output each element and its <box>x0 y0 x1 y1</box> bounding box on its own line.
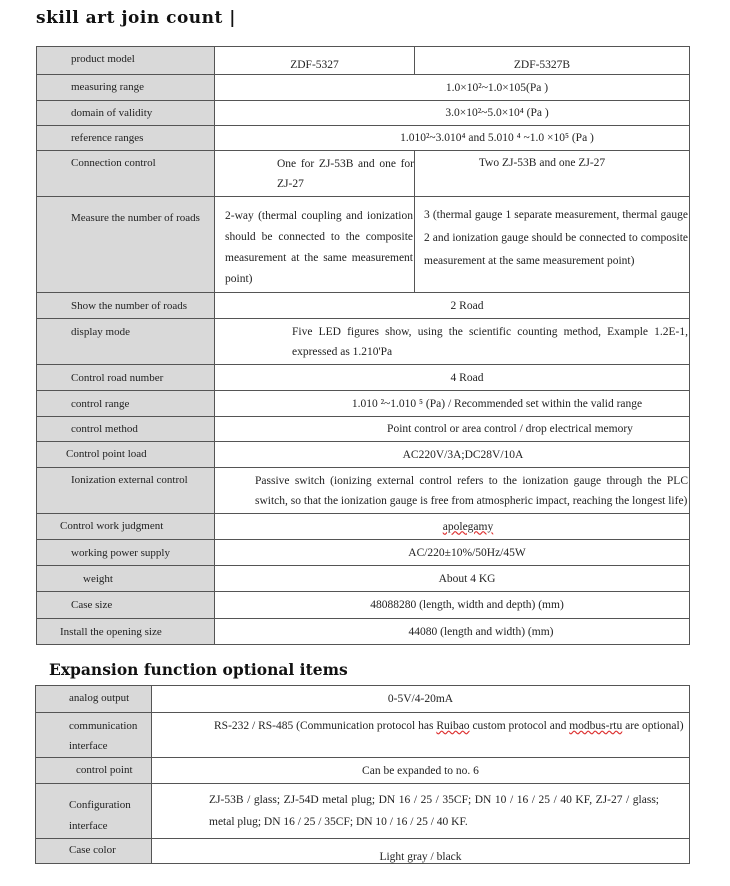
spec-row-control-road <box>37 365 690 391</box>
spec-label: Connection control <box>37 151 215 197</box>
spec-label: Case size <box>37 592 215 619</box>
spec-row-opening-size <box>37 619 690 645</box>
exp-label <box>36 784 152 839</box>
spec-value: Five LED figures show, using the scientific counting method, Example 1.2E-1, expressed as 1.210'Pa <box>215 319 690 365</box>
spec-row-point-load <box>37 442 690 468</box>
exp-label-line: interface <box>69 820 108 832</box>
spec-row-case-size <box>37 592 690 619</box>
spec-value: About 4 KG <box>215 566 690 592</box>
spec-row-ionization <box>37 468 690 514</box>
spec-row-domain <box>37 101 690 126</box>
roads-a: 2-way (thermal coupling and ionization should be connected to the composite measurement at the same measurement point) <box>215 197 415 293</box>
spelling-mark: modbus-rtu <box>569 720 623 732</box>
spec-row-measuring-range <box>37 75 690 101</box>
exp-label: Case color <box>36 839 152 864</box>
spec-row-power <box>37 540 690 566</box>
exp-row-config <box>36 784 690 839</box>
spec-value: 1.0×10²~1.0×105(Pa ) <box>215 75 690 101</box>
model-b: ZDF-5327B <box>415 47 690 75</box>
exp-row-case-color <box>36 839 690 864</box>
spec-label: reference ranges <box>37 126 215 151</box>
exp-label: analog output <box>36 686 152 713</box>
spec-value: 3.0×10²~5.0×10⁴ (Pa ) <box>215 101 690 126</box>
spec-row-work-judgment <box>37 514 690 540</box>
spec-label: Measure the number of roads <box>37 197 215 293</box>
spec-value: 44080 (length and width) (mm) <box>215 619 690 645</box>
spec-row-reference <box>37 126 690 151</box>
spec-row-show-roads <box>37 293 690 319</box>
exp-value: RS-232 / RS-485 (Communication protocol has Ruibao custom protocol and modbus-rtu are optional) <box>152 713 690 758</box>
spec-value: 1.010 ²~1.010 ⁵ (Pa) / Recommended set within the valid range <box>215 391 690 417</box>
spec-label: Show the number of roads <box>37 293 215 319</box>
roads-b: 3 (thermal gauge 1 separate measurement, thermal gauge 2 and ionization gauge should be connected to composite measurement at the same measurement point) <box>415 197 690 293</box>
spec-value <box>215 514 690 540</box>
spec-value: Point control or area control / drop electrical memory <box>215 417 690 442</box>
spec-label: domain of validity <box>37 101 215 126</box>
spec-value: 1.010²~3.010⁴ and 5.010 ⁴ ~1.0 ×10⁵ (Pa ) <box>215 126 690 151</box>
spec-value: AC/220±10%/50Hz/45W <box>215 540 690 566</box>
spec-value: Passive switch (ionizing external control refers to the ionization gauge through the PLC switch, so that the ionization gauge is free from atmospheric impact, reaching the longest life) <box>215 468 690 514</box>
spec-label: Install the opening size <box>37 619 215 645</box>
exp-label-line: communication <box>69 720 138 732</box>
spec-label: Control point load <box>37 442 215 468</box>
model-a: ZDF-5327 <box>215 47 415 75</box>
spec-value: AC220V/3A;DC28V/10A <box>215 442 690 468</box>
exp-value: Light gray / black <box>152 839 690 864</box>
connection-a: One for ZJ-53B and one for ZJ-27 <box>215 151 415 197</box>
exp-label-line: Configuration <box>69 799 131 811</box>
spec-label: Control work judgment <box>37 514 215 540</box>
spec-label: control range <box>37 391 215 417</box>
spec-row-display-mode <box>37 319 690 365</box>
exp-value: Can be expanded to no. 6 <box>152 758 690 784</box>
exp-label: control point <box>36 758 152 784</box>
spec-row-control-range <box>37 391 690 417</box>
spec-row-connection <box>37 151 690 197</box>
spec-label: weight <box>37 566 215 592</box>
spelling-mark: Ruibao <box>436 720 470 732</box>
spec-label: measuring range <box>37 75 215 101</box>
exp-label <box>36 713 152 758</box>
spec-label: working power supply <box>37 540 215 566</box>
expansion-title: Expansion function optional items <box>49 660 348 679</box>
spec-table <box>36 46 690 645</box>
connection-b: Two ZJ-53B and one ZJ-27 <box>415 151 690 197</box>
spec-label: product model <box>37 47 215 75</box>
spec-row-product-model <box>37 47 690 75</box>
spec-label: Control road number <box>37 365 215 391</box>
exp-row-analog <box>36 686 690 713</box>
spec-label: display mode <box>37 319 215 365</box>
exp-row-control-point <box>36 758 690 784</box>
spec-value: 48088280 (length, width and depth) (mm) <box>215 592 690 619</box>
spec-value: 4 Road <box>215 365 690 391</box>
spec-row-weight <box>37 566 690 592</box>
exp-row-comm <box>36 713 690 758</box>
exp-value: ZJ-53B / glass; ZJ-54D metal plug; DN 16 / 25 / 35CF; DN 10 / 16 / 25 / 40 KF, ZJ-27 / glass; metal plug; DN 16 / 25 / 35CF; DN 10 / 16 / 25 / 40 KF. <box>152 784 690 839</box>
page-title: skill art join count | <box>36 8 236 28</box>
spec-row-control-method <box>37 417 690 442</box>
exp-value: 0-5V/4-20mA <box>152 686 690 713</box>
spec-value: 2 Road <box>215 293 690 319</box>
spec-label: control method <box>37 417 215 442</box>
spec-row-measure-roads <box>37 197 690 293</box>
exp-label-line: interface <box>69 740 108 752</box>
expansion-table <box>35 685 690 864</box>
spec-label: Ionization external control <box>37 468 215 514</box>
spelling-mark: apolegamy <box>442 520 494 533</box>
